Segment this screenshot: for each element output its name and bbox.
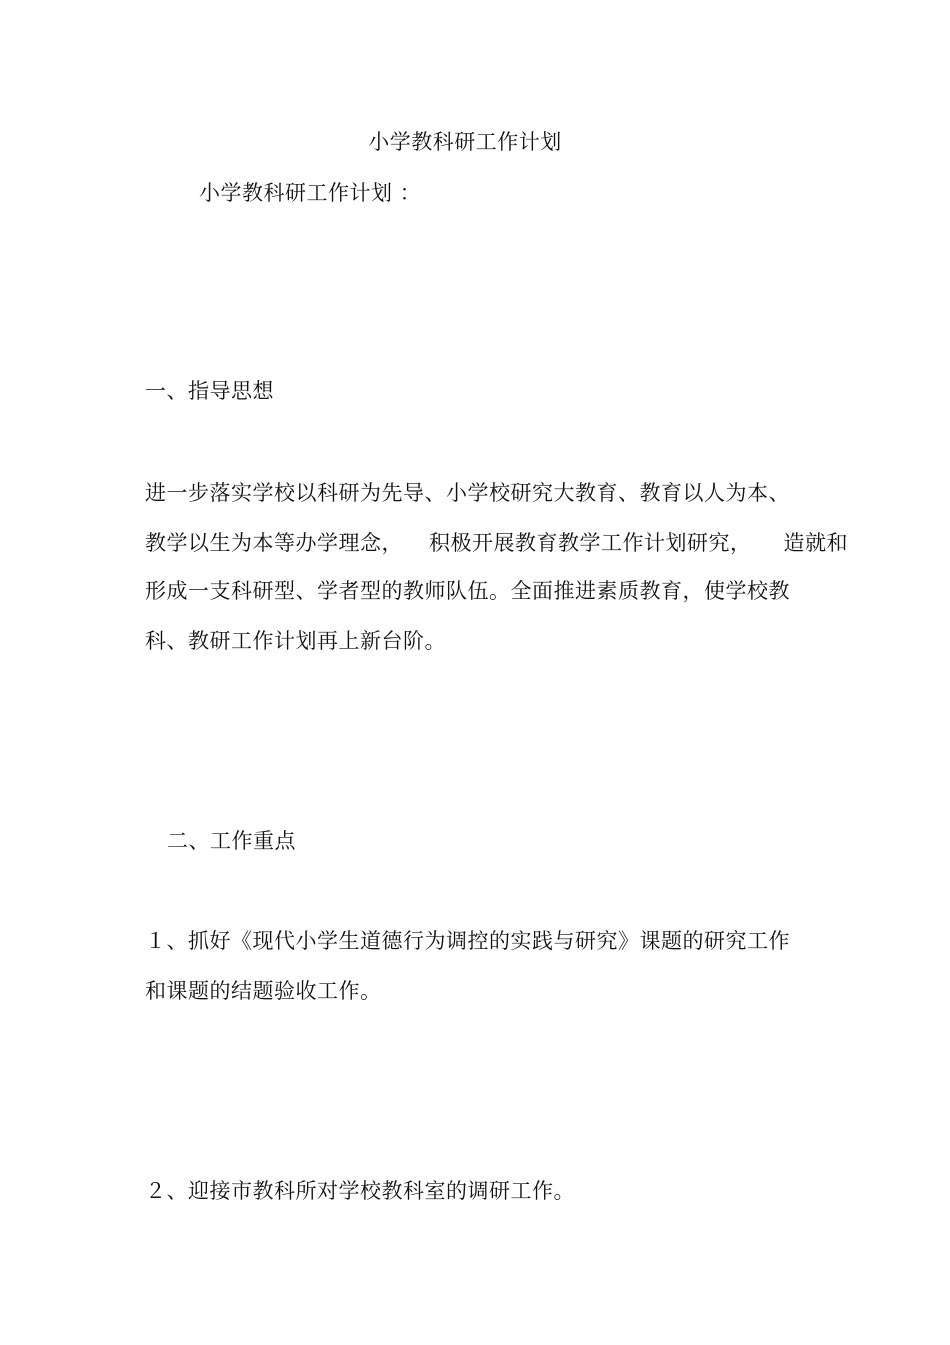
paragraph-line: 进一步落实学校以科研为先导、小学校研究大教育、教育以人为本、 [145, 481, 790, 505]
document-subtitle: 小学教科研工作计划 ： [199, 181, 422, 205]
list-item: ２、迎接市教科所对学校教科室的调研工作。 [145, 1179, 575, 1203]
paragraph-line: 形成一支科研型、学者型的教师队伍。全面推进素质教育，使学校教 [145, 579, 790, 603]
section-heading-guiding-ideology: 一、指导思想 [145, 379, 274, 403]
list-item: １、抓好《现代小学生道德行为调控的实践与研究》课题的研究工作 [145, 929, 790, 953]
section-heading-work-focus: 二、工作重点 [167, 829, 296, 853]
paragraph-segment: 教学以生为本等办学理念， [145, 531, 403, 555]
paragraph-line [145, 528, 848, 558]
list-item-continuation: 和课题的结题验收工作。 [145, 979, 382, 1003]
paragraph-line: 科、教研工作计划再上新台阶。 [145, 629, 446, 653]
paragraph-segment: 积极开展教育教学工作计划研究， [429, 531, 752, 555]
document-title: 小学教科研工作计划 [368, 130, 562, 154]
paragraph-segment: 造就和 [783, 531, 848, 555]
